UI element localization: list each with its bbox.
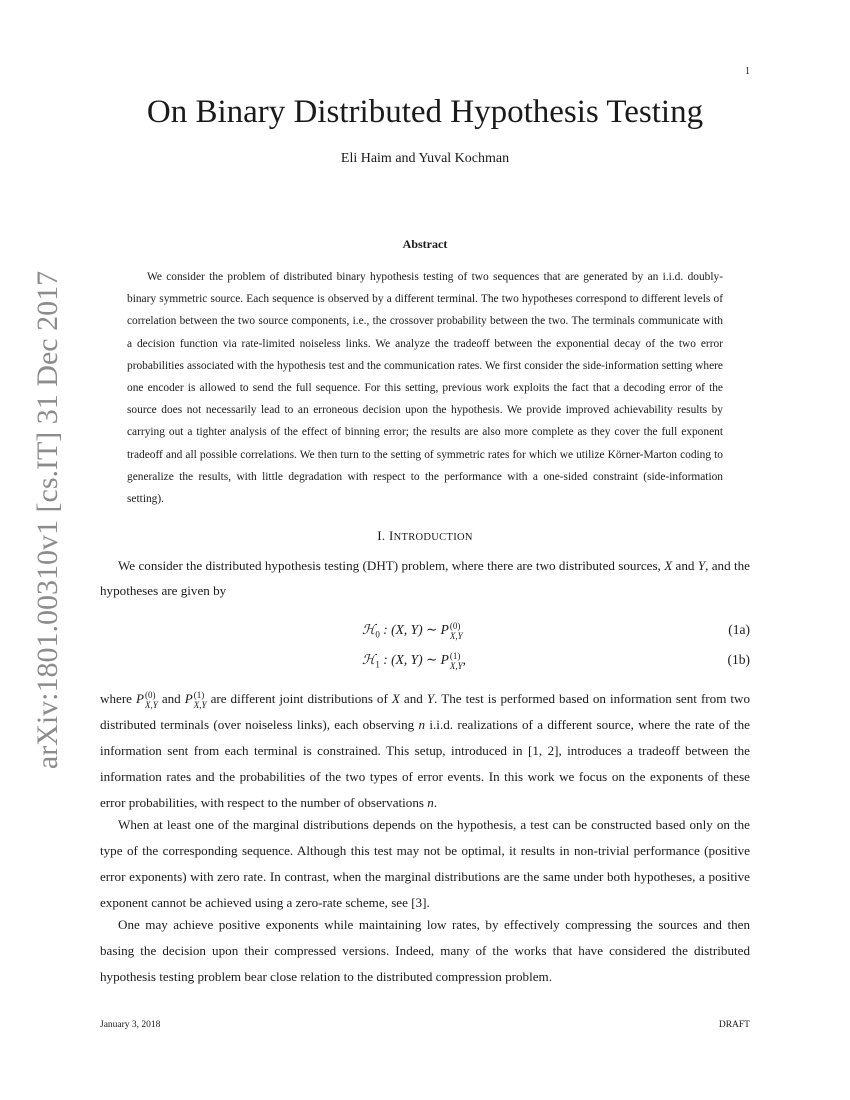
footer-draft-label: DRAFT [718, 1020, 750, 1030]
intro-paragraph-2: where P (0) X,Y and P (1) X,Y are different joint distributions of X and Y. The test is performed based on information sent from two distributed terminals (over noiseless links), each observing n i.i.d. realizations of a different source, where the rate of the information sent from each terminal is constrained. This setup, introduced in [1, 2], introduces a tradeoff between the information rates and the probabilities of the two types of error events. In this work we focus on the exponents of these error probabilities, with respect to the number of observations n. [100, 690, 751, 810]
intro-paragraph-1: We consider the distributed hypothesis testing (DHT) problem, where there are two distributed sources, X and Y, and the hypotheses are given by [100, 558, 750, 598]
abstract-heading: Abstract [402, 237, 448, 251]
equation-1b-body: ℋ$_1$ : (X, Y) ∼ P (1) X,Y , [362, 650, 467, 671]
intro-paragraph-3: When at least one of the marginal distributions depends on the hypothesis, a test can be constructed based only on the type of the corresponding sequence. Although this test may not be optimal, it results in non-trivial performance (positive error exponents) with zero rate. In contrast, when the marginal distributions are the same under both hypotheses, a positive exponent cannot be achieved using a zero-rate scheme, see [3]. [100, 817, 750, 910]
equation-number-1a: (1a) [728, 622, 750, 637]
section-title: INTRODUCTION [388, 528, 473, 543]
page-number: 1 [745, 66, 750, 77]
section-numeral: I. [377, 528, 386, 543]
abstract-body: We consider the problem of distributed binary hypothesis testing of two sequences that are generated by an i.i.d. doubly-binary symmetric source. Each sequence is observed by a different terminal. The two hypotheses correspond to different levels of correlation between the two source components, i.e., the crossover probability between the two. The terminals communicate with a decision function via rate-limited noiseless links. We analyze the tradeoff between the exponential decay of the two error probabilities associated with the hypothesis test and the communication rates. We first consider the side-information setting where one encoder is allowed to send the full sequence. For this setting, previous work exploits the fact that a decoding error of the source does not necessarily lead to an erroneous decision upon the hypothesis. We provide improved achievability results by carrying out a tighter analysis of the effect of binning error; the results are also more complete as they cover the full exponent tradeoff and all possible correlations. We then turn to the setting of symmetric rates for which we utilize Körner-Marton coding to generalize the results, with little degradation with respect to the performance with a one-sided constraint (side-information setting). [127, 271, 723, 506]
arxiv-identifier-stamp: arXiv:1801.00310v1 [cs.IT] 31 Dec 2017 [31, 270, 64, 770]
footer-date: January 3, 2018 [100, 1020, 161, 1030]
equation-1a [100, 618, 750, 642]
paper-title: On Binary Distributed Hypothesis Testing [146, 94, 704, 130]
equation-number-1b: (1b) [727, 652, 750, 667]
intro-paragraph-4: One may achieve positive exponents while maintaining low rates, by effectively compressing the sources and then basing the decision upon their compressed versions. Indeed, many of the works that have considered the distributed hypothesis testing problem bear close relation to the distributed compression problem. [100, 917, 750, 984]
equation-1b [100, 648, 750, 672]
author-list: Eli Haim and Yuval Kochman [340, 151, 510, 166]
equation-1a-body: ℋ$_0$ : (X, Y) ∼ P (0) X,Y [362, 620, 463, 641]
section-heading-introduction [100, 527, 750, 547]
